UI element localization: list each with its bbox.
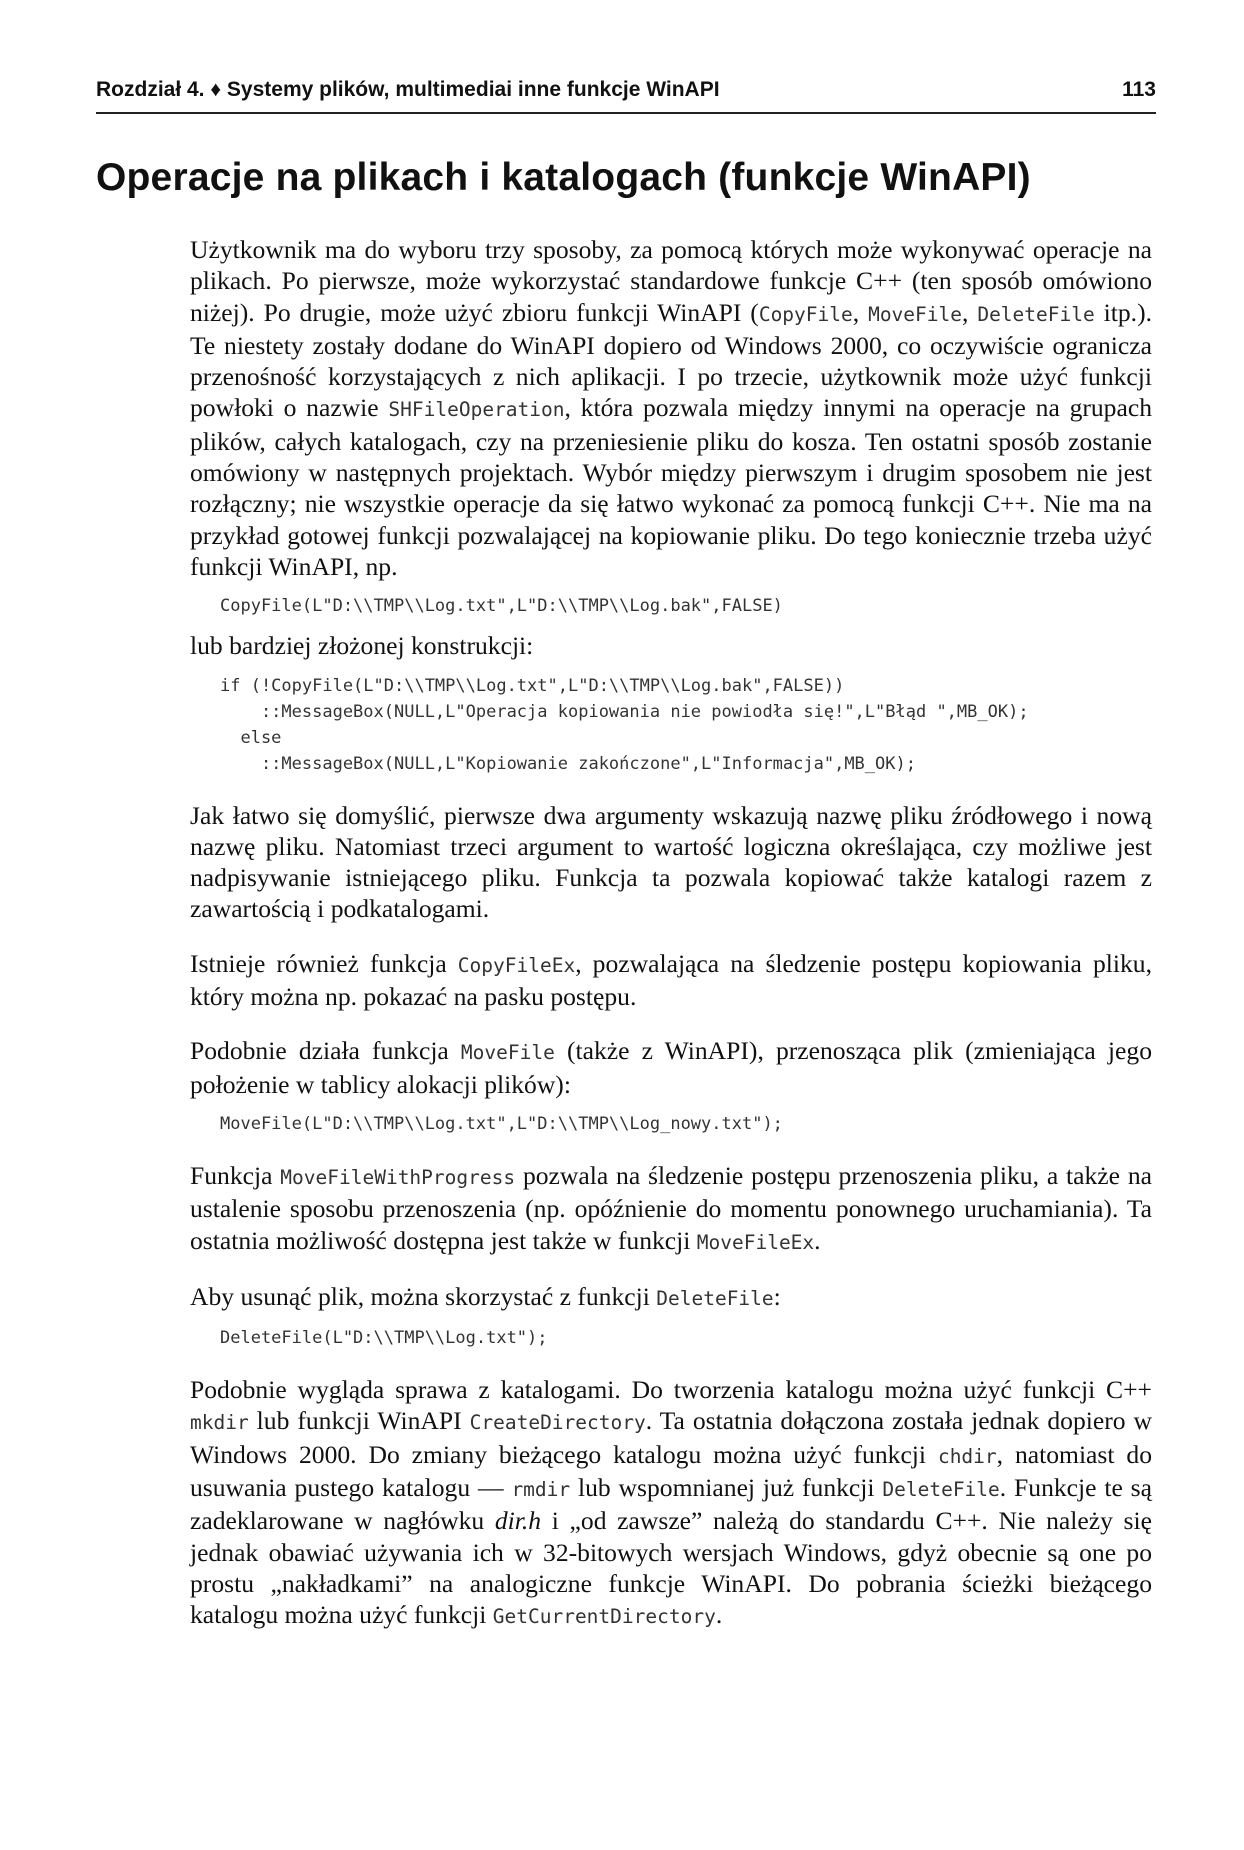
text-run: Funkcja bbox=[190, 1160, 281, 1190]
text-run: , bbox=[852, 297, 869, 327]
text-run: Aby usunąć plik, można skorzystać z funkcji bbox=[190, 1281, 657, 1311]
paragraph-complex: lub bardziej złożonej konstrukcji: bbox=[190, 631, 534, 661]
text-run: , bbox=[962, 297, 978, 327]
code-block-deletefile: DeleteFile(L"D:\\TMP\\Log.txt"); bbox=[220, 1328, 548, 1349]
paragraph-movefilewithprogress bbox=[190, 1160, 1152, 1258]
paragraph-arguments: Jak łatwo się domyślić, pierwsze dwa argumenty wskazują nazwę pliku źródłowego i nową nazwę pliku. Natomiast trzeci argument to wartość logiczna określająca, czy możliwe jest nadpisywanie istniejącego pliku. Funkcja ta pozwala kopiować także katalogi razem z zawartością i podkatalogami. bbox=[190, 800, 1152, 924]
paragraph-deletefile bbox=[190, 1281, 1152, 1314]
inline-code: DeleteFile bbox=[882, 1478, 1000, 1502]
text-run: pozwala na śledzenie postępu przenoszenia pliku, a także na ustalenie sposobu przenoszenia (np. opóźnienie do momentu ponownego uruchamiania). Ta ostatnia możliwość dostępna jest także w funkcji bbox=[190, 1160, 1152, 1255]
inline-code: DeleteFile bbox=[977, 302, 1095, 326]
text-run: lub wspomnianej już funkcji bbox=[570, 1473, 883, 1503]
inline-code: rmdir bbox=[511, 1478, 571, 1502]
code-block-copyfile: CopyFile(L"D:\\TMP\\Log.txt",L"D:\\TMP\\Log.bak",FALSE) bbox=[220, 596, 783, 617]
inline-code: CopyFileEx bbox=[457, 953, 576, 977]
text-run: Podobnie wygląda sprawa z katalogami. Do tworzenia katalogu można użyć funkcji C++ bbox=[190, 1375, 1152, 1405]
inline-code: GetCurrentDirectory bbox=[492, 1605, 716, 1629]
inline-code: MoveFile bbox=[868, 302, 962, 326]
text-run: , natomiast do usuwania pustego katalogu — bbox=[190, 1439, 1152, 1503]
text-run: . bbox=[814, 1225, 821, 1255]
paragraph-intro bbox=[190, 234, 1152, 582]
paragraph-movefile bbox=[190, 1035, 1152, 1100]
text-run: . Ta ostatnia dołączona została jednak dopiero w Windows 2000. Do zmiany bieżącego katalogu można użyć funkcji bbox=[190, 1406, 1152, 1469]
text-run: Istnieje również funkcja bbox=[190, 948, 458, 978]
inline-code: MoveFileEx bbox=[696, 1230, 815, 1254]
text-run: . bbox=[715, 1600, 723, 1630]
text-run: , która pozwala między innymi na operacje na grupach plików, całych katalogach, czy na przeniesienie pliku do kosza. Ten ostatni sposób zostanie omówiony w następnych projektach. Wybór między pierwszym i drugim sposobem nie jest rozłączny; nie wszystkie operacje da się łatwo wykonać za pomocą funkcji C++. Nie ma na przykład gotowej funkcji pozwalającej na kopiowanie pliku. Do tego koniecznie trzeba użyć funkcji WinAPI, np. bbox=[190, 393, 1153, 581]
main-content bbox=[190, 234, 1152, 1633]
inline-code: SHFileOperation bbox=[388, 398, 565, 422]
header-filename: dir.h bbox=[494, 1506, 542, 1536]
text-run: Podobnie działa funkcja bbox=[190, 1036, 461, 1066]
inline-code: CreateDirectory bbox=[469, 1411, 646, 1435]
section-title: Operacje na plikach i katalogach (funkcje WinAPI) bbox=[96, 156, 1031, 199]
text-run: , pozwalająca na śledzenie postępu kopiowania pliku, który można np. pokazać na pasku postępu. bbox=[190, 948, 1152, 1012]
text-run: (także z WinAPI), przenosząca plik (zmieniająca jego położenie w tablicy alokacji plików): bbox=[190, 1036, 1152, 1099]
inline-code: MoveFileWithProgress bbox=[280, 1165, 516, 1189]
code-block-movefile: MoveFile(L"D:\\TMP\\Log.txt",L"D:\\TMP\\Log_nowy.txt"); bbox=[220, 1113, 783, 1134]
paragraph-directories bbox=[190, 1374, 1152, 1632]
inline-code: mkdir bbox=[190, 1411, 249, 1435]
inline-code: DeleteFile bbox=[656, 1286, 774, 1310]
code-block-copyfile-check: if (!CopyFile(L"D:\\TMP\\Log.txt",L"D:\\TMP\\Log.bak",FALSE)) ::MessageBox(NULL,L"Operacja kopiowania nie powiodła się!",L"Błąd ",MB_OK); else ::MessageBox(NULL,L"Kopiowanie zakończone",L"Informacja",MB_OK); bbox=[220, 675, 1029, 774]
inline-code: CopyFile bbox=[758, 302, 853, 326]
text-run: lub funkcji WinAPI bbox=[248, 1406, 470, 1436]
paragraph-copyfileex bbox=[190, 948, 1152, 1013]
inline-code: chdir bbox=[937, 1444, 997, 1468]
text-run: itp.). Te niestety zostały dodane do WinAPI dopiero od Windows 2000, co oczywiście ogranicza przenośność korzystających z nich aplikacji. I po trzecie, użytkownik może użyć funkcji powłoki o nazwie bbox=[190, 297, 1152, 423]
page-number: 113 bbox=[1122, 78, 1156, 101]
text-run: i „od zawsze” należą do standardu C++. Nie należy się jednak obawiać używania ich w 32-bitowych wersjach Windows, gdyż obecnie są one po prostu „nakładkami” na analogiczne funkcje WinAPI. Do pobrania ścieżki bieżącego katalogu można użyć funkcji bbox=[190, 1506, 1152, 1630]
running-header bbox=[96, 72, 1156, 114]
text-run: Użytkownik ma do wyboru trzy sposoby, za pomocą których może wykonywać operacje na plikach. Po pierwsze, może wykorzystać standardowe funkcje C++ (ten sposób omówiono niżej). Po drugie, może użyć zbioru funkcji WinAPI ( bbox=[190, 235, 1152, 327]
text-run: : bbox=[773, 1281, 781, 1311]
inline-code: MoveFile bbox=[460, 1041, 555, 1065]
chapter-title: Rozdział 4. ♦ Systemy plików, multimediai inne funkcje WinAPI bbox=[96, 78, 720, 101]
text-run: . Funkcje te są zadeklarowane w nagłówku bbox=[190, 1473, 1152, 1536]
